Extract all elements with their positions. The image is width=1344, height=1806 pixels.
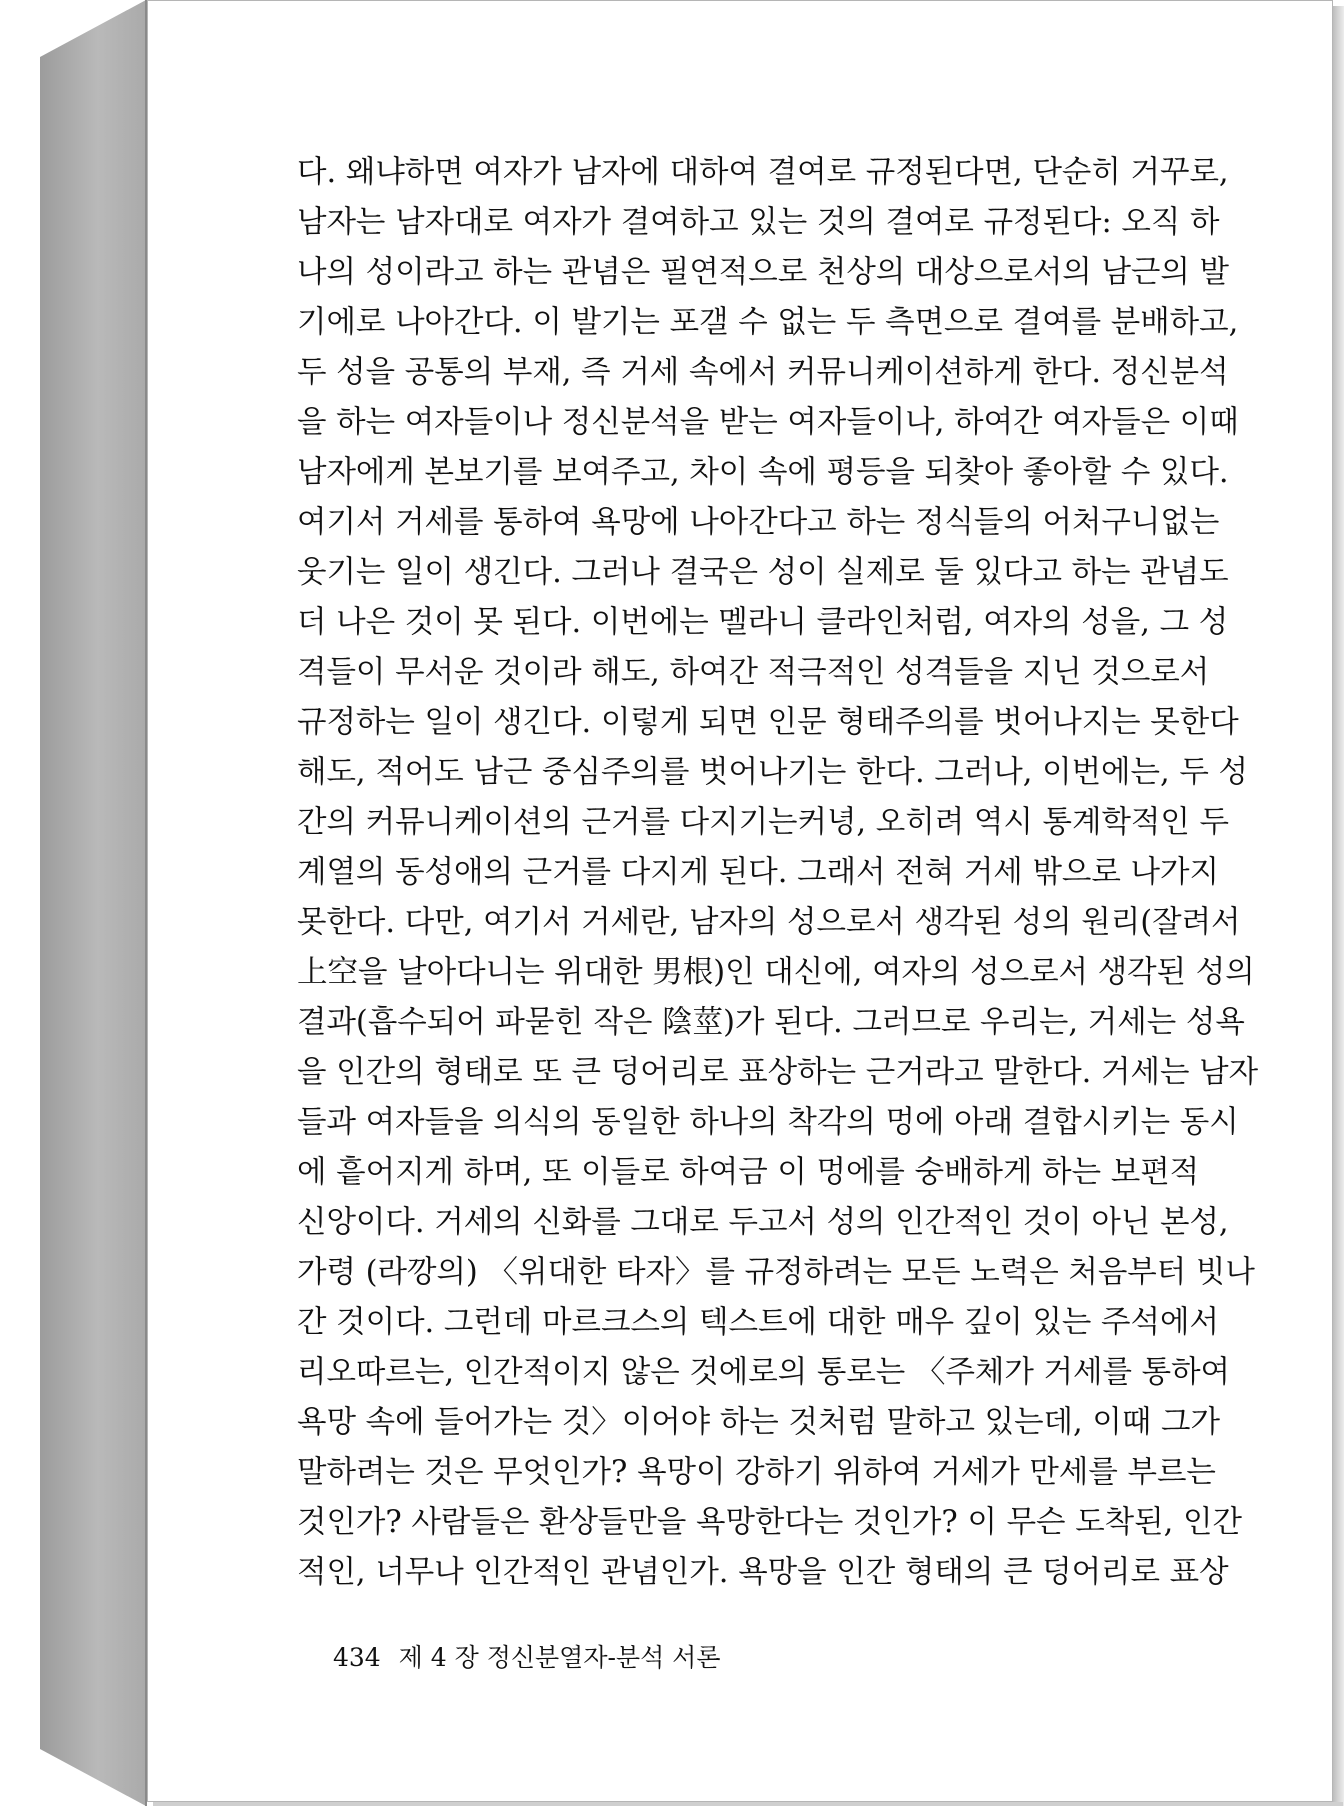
text-line: 다. 왜냐하면 여자가 남자에 대하여 결여로 규정된다면, 단순히 거꾸로,: [297, 155, 1229, 190]
text-line: 계열의 동성애의 근거를 다지게 된다. 그래서 전혀 거세 밖으로 나가지: [297, 855, 1219, 890]
page-number: 434: [333, 1643, 381, 1672]
text-line: 신앙이다. 거세의 신화를 그대로 두고서 성의 인간적인 것이 아닌 본성,: [297, 1205, 1229, 1240]
text-line: 上空을 날아다니는 위대한 男根)인 대신에, 여자의 성으로서 생각된 성의: [297, 955, 1255, 990]
text-line: 말하려는 것은 무엇인가? 욕망이 강하기 위하여 거세가 만세를 부르는: [297, 1455, 1216, 1490]
text-line: 해도, 적어도 남근 중심주의를 벗어나기는 한다. 그러나, 이번에는, 두 성: [297, 755, 1248, 790]
text-line: 더 나은 것이 못 된다. 이번에는 멜라니 클라인처럼, 여자의 성을, 그 성: [297, 605, 1229, 640]
text-line: 규정하는 일이 생긴다. 이렇게 되면 인문 형태주의를 벗어나지는 못한다: [297, 705, 1239, 740]
text-line: 을 인간의 형태로 또 큰 덩어리로 표상하는 근거라고 말한다. 거세는 남자: [297, 1055, 1259, 1090]
text-line: 적인, 너무나 인간적인 관념인가. 욕망을 인간 형태의 큰 덩어리로 표상: [297, 1555, 1229, 1590]
text-line: 결과(흡수되어 파묻힌 작은 陰莖)가 된다. 그러므로 우리는, 거세는 성욕: [297, 1005, 1245, 1040]
text-line: 간의 커뮤니케이션의 근거를 다지기는커녕, 오히려 역시 통계학적인 두: [297, 805, 1229, 840]
text-line: 가령 (라깡의) 〈위대한 타자〉를 규정하려는 모든 노력은 처음부터 빗나: [297, 1255, 1255, 1290]
text-line: 을 하는 여자들이나 정신분석을 받는 여자들이나, 하여간 여자들은 이때: [297, 405, 1239, 440]
text-line: 여기서 거세를 통하여 욕망에 나아간다고 하는 정식들의 어처구니없는: [297, 505, 1220, 540]
text-line: 나의 성이라고 하는 관념은 필연적으로 천상의 대상으로서의 남근의 발: [297, 255, 1229, 290]
page-bottom-shadow: [153, 1802, 1343, 1806]
text-line: 간 것이다. 그런데 마르크스의 텍스트에 대한 매우 깊이 있는 주석에서: [297, 1305, 1219, 1340]
page-footer: [333, 1638, 720, 1678]
text-line: 남자는 남자대로 여자가 결여하고 있는 것의 결여로 규정된다: 오직 하: [297, 205, 1220, 240]
text-line: 것인가? 사람들은 환상들만을 욕망한다는 것인가? 이 무슨 도착된, 인간: [297, 1505, 1242, 1540]
text-line: 욕망 속에 들어가는 것〉이어야 하는 것처럼 말하고 있는데, 이때 그가: [297, 1405, 1220, 1440]
text-line: 못한다. 다만, 여기서 거세란, 남자의 성으로서 생각된 성의 원리(잘려서: [297, 905, 1241, 940]
text-line: 격들이 무서운 것이라 해도, 하여간 적극적인 성격들을 지닌 것으로서: [297, 655, 1210, 690]
text-line: 에 흩어지게 하며, 또 이들로 하여금 이 멍에를 숭배하게 하는 보편적: [297, 1155, 1200, 1190]
text-line: 리오따르는, 인간적이지 않은 것에로의 통로는 〈주체가 거세를 통하여: [297, 1355, 1231, 1390]
text-line: 두 성을 공통의 부재, 즉 거세 속에서 커뮤니케이션하게 한다. 정신분석: [297, 355, 1229, 390]
text-line: 기에로 나아간다. 이 발기는 포갤 수 없는 두 측면으로 결여를 분배하고,: [297, 305, 1239, 340]
book-spine: [40, 0, 146, 1806]
text-line: 웃기는 일이 생긴다. 그러나 결국은 성이 실제로 둘 있다고 하는 관념도: [297, 555, 1229, 590]
running-head: 제 4 장 정신분열자-분석 서론: [398, 1643, 721, 1672]
page-edge-shadow: [1333, 6, 1344, 1806]
body-text: [297, 148, 1259, 1598]
text-line: 남자에게 본보기를 보여주고, 차이 속에 평등을 되찾아 좋아할 수 있다.: [297, 455, 1229, 490]
text-line: 들과 여자들을 의식의 동일한 하나의 착각의 멍에 아래 결합시키는 동시: [297, 1105, 1239, 1140]
